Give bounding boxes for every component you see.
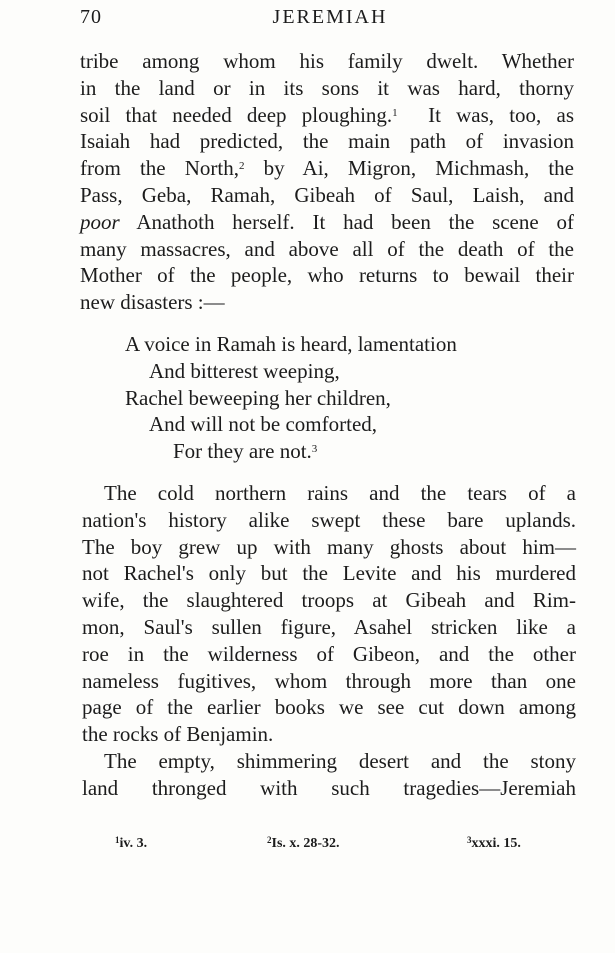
text-line: many massacres, and above all of the death of the — [80, 236, 574, 261]
page-number: 70 — [80, 6, 102, 28]
footnotes — [115, 836, 545, 856]
footnote-ref-1: 1 — [392, 106, 398, 119]
footnote-ref-3: 3 — [311, 443, 318, 456]
text-line: in the land or in its sons it was hard, thorny — [80, 75, 574, 100]
text-line: The boy grew up with many ghosts about him— — [82, 534, 576, 559]
text-line: poor Anathoth herself. It had been the scene of — [80, 209, 574, 234]
text-line: wife, the slaughtered troops at Gibeah and Rim- — [82, 588, 576, 613]
text-line: page of the earlier books we see cut down among — [82, 695, 576, 720]
text-line: nation's history alike swept these bare uplands. — [82, 507, 576, 532]
italic-word: poor — [80, 209, 120, 234]
text-line: Pass, Geba, Ramah, Gibeah of Saul, Laish, and — [80, 182, 574, 207]
text-line: The cold northern rains and the tears of a — [104, 481, 576, 505]
verse-line: A voice in Ramah is heard, lamentation — [125, 332, 457, 356]
verse-quotation — [125, 331, 457, 465]
text-line: land thronged with such tragedies—Jeremiah — [82, 775, 576, 800]
verse-line: And will not be comforted, — [149, 412, 378, 437]
text-line: from the North,$^2$ by Ai, Migron, Michmash, the — [80, 156, 574, 181]
footnote-3: $^3$xxxi. 15. — [467, 835, 521, 851]
paragraph-2 — [82, 480, 576, 748]
text-line: nameless fugitives, whom through more than one — [82, 668, 576, 693]
running-title: JEREMIAH — [272, 6, 388, 28]
text-line: Isaiah had predicted, the main path of invasion — [80, 129, 574, 154]
text-line: new disasters :— — [80, 290, 225, 315]
text-line: The empty, shimmering desert and the stony — [104, 749, 576, 773]
running-header — [80, 6, 580, 32]
text-line: soil that needed deep ploughing.$^1$ It was, too, as — [80, 102, 574, 127]
paragraph-1 — [80, 48, 574, 316]
text-line: roe in the wilderness of Gibeon, and the other — [82, 641, 576, 666]
footnote-ref-2: 2 — [238, 160, 245, 173]
text-line: the rocks of Benjamin. — [82, 722, 274, 747]
verse-line: And bitterest weeping, — [149, 358, 340, 383]
text-line: mon, Saul's sullen figure, Asahel stricken like a — [82, 614, 576, 639]
footnote-1: $^1$iv. 3. — [115, 835, 148, 851]
text-line: Mother of the people, who returns to bewail their — [80, 263, 574, 288]
paragraph-3 — [82, 748, 576, 802]
text-line: tribe among whom his family dwelt. Whether — [80, 49, 574, 73]
text-line: not Rachel's only but the Levite and his murdered — [82, 561, 576, 586]
verse-line: Rachel beweeping her children, — [125, 385, 391, 410]
verse-line: For they are not.$^3$ — [173, 439, 318, 464]
footnote-2: $^2$Is. x. 28-32. — [267, 835, 340, 851]
